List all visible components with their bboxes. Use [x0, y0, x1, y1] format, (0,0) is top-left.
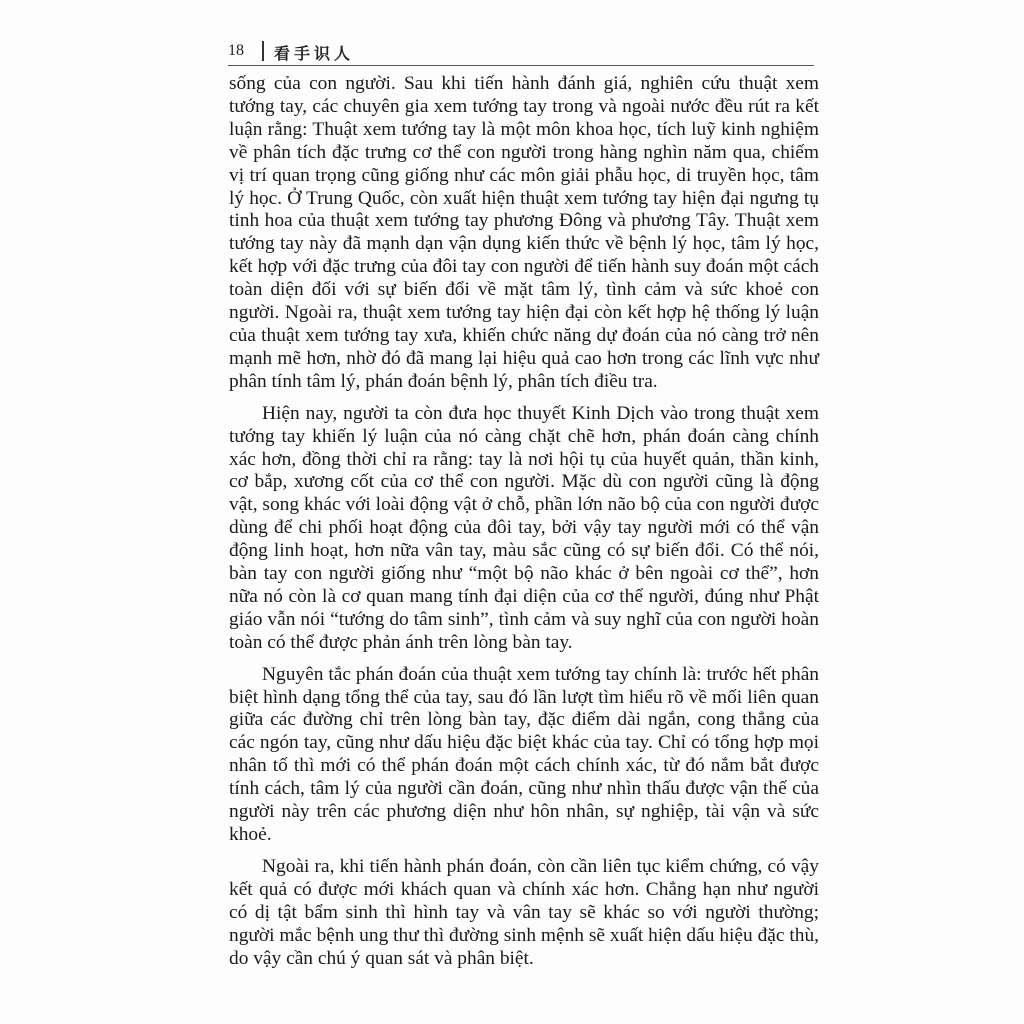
header-separator — [262, 41, 264, 61]
body-text — [229, 73, 819, 979]
page-header — [228, 38, 814, 64]
running-title: 看手识人 — [274, 44, 355, 63]
paragraph-3: Nguyên tắc phán đoán của thuật xem tướng tay chính là: trước hết phân biệt hình dạng tổng thể của tay, sau đó lần lượt tìm hiểu rõ về mối liên quan giữa các đường chỉ trên lòng bàn tay, đặc điểm dài ngắn, cong thẳng của các ngón tay, cũng như dấu hiệu đặc biệt khác của tay. Chỉ có tổng hợp mọi nhân tố thì mới có thể phán đoán một cách chính xác, từ đó nắm bắt được tính cách, tâm lý của người cần đoán, cũng như nhìn thấu được vận thế của người này trên các phương diện như hôn nhân, sự nghiệp, tài vận và sức khoẻ. — [229, 663, 819, 845]
paragraph-2: Hiện nay, người ta còn đưa học thuyết Kinh Dịch vào trong thuật xem tướng tay khiến lý luận của nó càng chặt chẽ hơn, phán đoán càng chính xác hơn, đồng thời chỉ ra rằng: tay là nơi hội tụ của huyết quản, thần kinh, cơ bắp, xương cốt của cơ thể con người. Mặc dù con người cũng là động vật, song khác với loài động vật ở chỗ, phần lớn não bộ của con người được dùng để chi phối hoạt động của đôi tay, bởi vậy tay người mới có thể vận động linh hoạt, hơn nữa vân tay, màu sắc cũng có sự biến đổi. Có thể nói, bàn tay con người giống như “một bộ não khác ở bên ngoài cơ thể”, hơn nữa nó còn là cơ quan mang tính đại diện của cơ thể người, đúng như Phật giáo vẫn nói “tướng do tâm sinh”, tình cảm và suy nghĩ của con người hoàn toàn có thể được phản ánh trên lòng bàn tay. — [229, 402, 819, 653]
page-number: 18 — [228, 42, 244, 59]
paragraph-4: Ngoài ra, khi tiến hành phán đoán, còn cần liên tục kiểm chứng, có vậy kết quả có được mới khách quan và chính xác hơn. Chẳng hạn như người có dị tật bẩm sinh thì hình tay và vân tay sẽ khác so với người thường; người mắc bệnh ung thư thì đường sinh mệnh sẽ xuất hiện dấu hiệu đặc thù, do vậy cần chú ý quan sát và phân biệt. — [229, 855, 819, 969]
paragraph-1: sống của con người. Sau khi tiến hành đánh giá, nghiên cứu thuật xem tướng tay, các chuyên gia xem tướng tay trong và ngoài nước đều rút ra kết luận rằng: Thuật xem tướng tay là một môn khoa học, tích luỹ kinh nghiệm về phân tích đặc trưng cơ thể con người trong hàng nghìn năm qua, chiếm vị trí quan trọng cũng giống như các môn giải phẫu học, di truyền học, tâm lý học. Ở Trung Quốc, còn xuất hiện thuật xem tướng tay hiện đại ngưng tụ tinh hoa của thuật xem tướng tay phương Đông và phương Tây. Thuật xem tướng tay này đã mạnh dạn vận dụng kiến thức về bệnh lý học, tâm lý học, kết hợp với đặc trưng của đôi tay con người để tiến hành suy đoán một cách toàn diện đối với sự biến đổi về mặt tâm lý, tình cảm và sức khoẻ con người. Ngoài ra, thuật xem tướng tay hiện đại còn kết hợp hệ thống lý luận của thuật xem tướng tay xưa, khiến chức năng dự đoán của nó càng trở nên mạnh mẽ hơn, nhờ đó đã mang lại hiệu quả cao hơn trong các lĩnh vực như phân tính tâm lý, phán đoán bệnh lý, phân tích điều tra. — [229, 73, 819, 392]
header-rule — [228, 65, 814, 66]
